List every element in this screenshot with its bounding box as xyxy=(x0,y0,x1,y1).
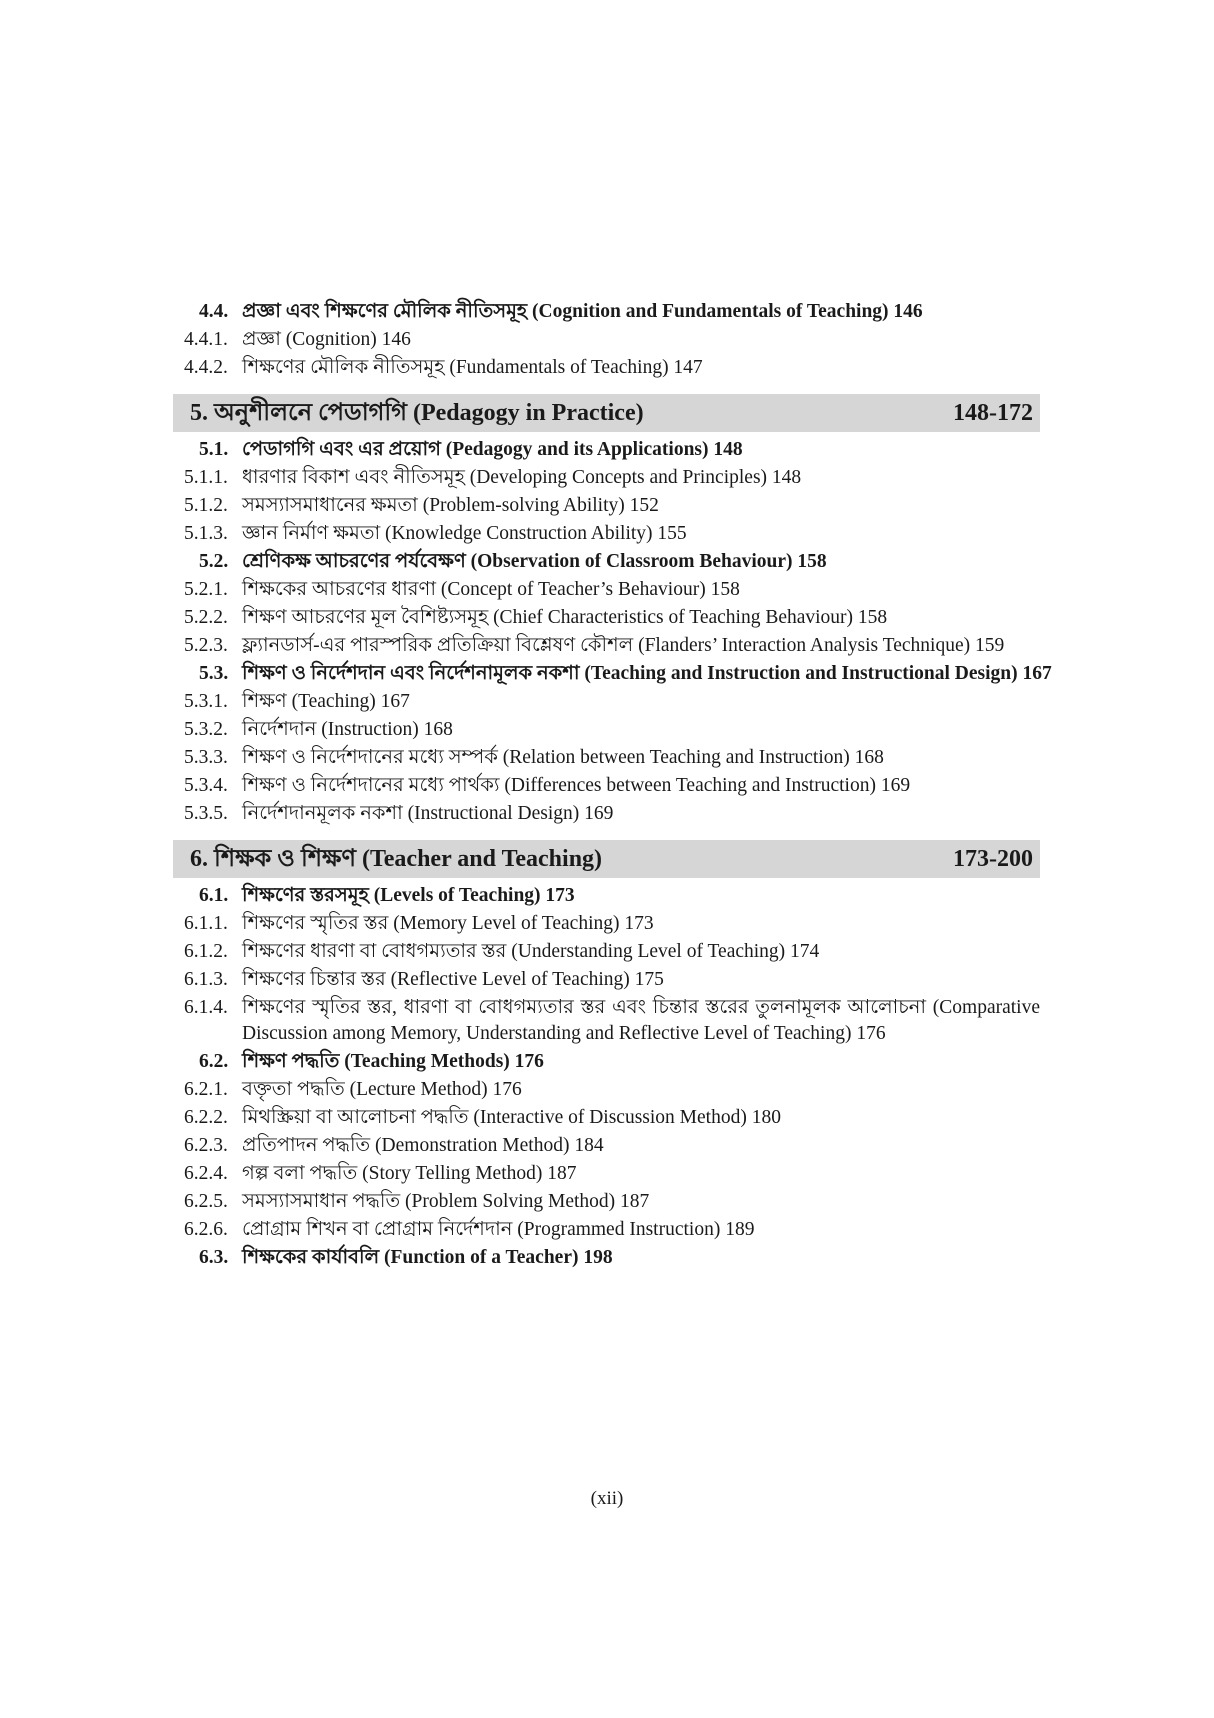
entry-number: 6.2.1. xyxy=(184,1079,228,1100)
entry-number: 5.3.4. xyxy=(184,775,228,796)
entry-text: শিক্ষণ (Teaching) 167 xyxy=(242,691,410,712)
entry-text: শিক্ষকের কার্যাবলি (Function of a Teacher) 198 xyxy=(242,1247,613,1268)
entry-text: শিক্ষণ পদ্ধতি (Teaching Methods) 176 xyxy=(242,1051,544,1072)
toc-section-4-4 xyxy=(199,300,923,324)
toc-subsection-6-1-2 xyxy=(184,940,819,964)
entry-text: শিক্ষণ ও নির্দেশদান এবং নির্দেশনামূলক নকশা (Teaching and Instruction and Instructional Design) 167 xyxy=(242,663,1052,684)
entry-number: 5.2. xyxy=(199,551,229,572)
entry-number: 6.1.3. xyxy=(184,969,228,990)
toc-subsection-5-3-4 xyxy=(184,774,910,798)
entry-number: 5.2.2. xyxy=(184,607,228,628)
toc-subsection-5-1-1 xyxy=(184,466,801,490)
entry-text: ফ্ল্যানডার্স-এর পারস্পরিক প্রতিক্রিয়া বিশ্লেষণ কৌশল (Flanders’ Interaction Analysis Technique) 159 xyxy=(242,635,1005,656)
entry-text: শিক্ষণ ও নির্দেশদানের মধ্যে পার্থক্য (Differences between Teaching and Instruction) 169 xyxy=(242,775,911,796)
entry-text: প্রজ্ঞা (Cognition) 146 xyxy=(242,329,411,350)
entry-text: নির্দেশদানমূলক নকশা (Instructional Design) 169 xyxy=(242,803,614,824)
entry-number: 4.4. xyxy=(199,301,229,322)
entry-text: শিক্ষণের মৌলিক নীতিসমূহ (Fundamentals of Teaching) 147 xyxy=(242,357,703,378)
chapter-title xyxy=(190,844,602,874)
entry-number: 5.1.3. xyxy=(184,523,228,544)
entry-text: শিক্ষকের আচরণের ধারণা (Concept of Teacher’s Behaviour) 158 xyxy=(242,579,740,600)
chapter-number: 6. xyxy=(190,846,208,872)
toc-subsection-5-3-3 xyxy=(184,746,884,770)
toc-subsection-5-1-3 xyxy=(184,522,687,546)
toc-subsection-6-2-2 xyxy=(184,1106,781,1130)
entry-number: 5.3.5. xyxy=(184,803,228,824)
toc-subsection-4-4-2 xyxy=(184,356,703,380)
entry-number: 6.2.4. xyxy=(184,1163,228,1184)
entry-number: 6.1. xyxy=(199,885,229,906)
entry-text: নির্দেশদান (Instruction) 168 xyxy=(242,719,453,740)
toc-subsection-5-2-2 xyxy=(184,606,887,630)
entry-number: 6.1.1. xyxy=(184,913,228,934)
toc-subsection-6-2-5 xyxy=(184,1190,649,1214)
entry-text: ধারণার বিকাশ এবং নীতিসমূহ (Developing Concepts and Principles) 148 xyxy=(242,467,802,488)
entry-text: শিক্ষণের ধারণা বা বোধগম্যতার স্তর (Understanding Level of Teaching) 174 xyxy=(242,941,820,962)
entry-text: শিক্ষণের স্মৃতির স্তর, ধারণা বা বোধগম্যতার স্তর এবং চিন্তার স্তরের তুলনামূলক আলোচনা (Comparative Discussion among Memory, Understanding and Reflective Level of Teaching) 176 xyxy=(242,997,1040,1044)
entry-number: 6.2. xyxy=(199,1051,229,1072)
chapter-number: 5. xyxy=(190,400,208,426)
toc-subsection-5-3-1 xyxy=(184,690,410,714)
entry-text: প্রজ্ঞা এবং শিক্ষণের মৌলিক নীতিসমূহ (Cognition and Fundamentals of Teaching) 146 xyxy=(242,301,923,322)
entry-text: গল্প বলা পদ্ধতি (Story Telling Method) 187 xyxy=(242,1163,577,1184)
entry-number: 5.3. xyxy=(199,663,229,684)
chapter-title-text: অনুশীলনে পেডাগগি (Pedagogy in Practice) xyxy=(214,400,644,426)
chapter-6-header xyxy=(173,840,1040,878)
entry-number: 5.3.2. xyxy=(184,719,228,740)
entry-text: প্রোগ্রাম শিখন বা প্রোগ্রাম নির্দেশদান (Programmed Instruction) 189 xyxy=(242,1219,755,1240)
entry-text: শ্রেণিকক্ষ আচরণের পর্যবেক্ষণ (Observation of Classroom Behaviour) 158 xyxy=(242,551,827,572)
toc-subsection-4-4-1 xyxy=(184,328,411,352)
toc-subsection-5-3-5 xyxy=(184,802,613,826)
entry-text: বক্তৃতা পদ্ধতি (Lecture Method) 176 xyxy=(242,1079,522,1100)
entry-number: 4.4.2. xyxy=(184,357,228,378)
toc-subsection-6-1-4 xyxy=(184,995,1040,1047)
entry-number: 5.2.1. xyxy=(184,579,228,600)
chapter-page-range: 148-172 xyxy=(953,400,1033,426)
chapter-5-header xyxy=(173,394,1040,432)
toc-subsection-6-2-6 xyxy=(184,1218,754,1242)
entry-text: পেডাগগি এবং এর প্রয়োগ (Pedagogy and its Applications) 148 xyxy=(242,439,743,460)
entry-number: 6.3. xyxy=(199,1247,229,1268)
entry-text: শিক্ষণের স্মৃতির স্তর (Memory Level of Teaching) 173 xyxy=(242,913,654,934)
entry-number: 5.1.2. xyxy=(184,495,228,516)
entry-number: 6.2.2. xyxy=(184,1107,228,1128)
toc-section-5-2 xyxy=(199,550,827,574)
toc-section-6-3 xyxy=(199,1246,613,1270)
entry-number: 4.4.1. xyxy=(184,329,228,350)
toc-subsection-6-1-3 xyxy=(184,968,664,992)
entry-number: 5.2.3. xyxy=(184,635,228,656)
entry-number: 5.1.1. xyxy=(184,467,228,488)
entry-text: মিথস্ক্রিয়া বা আলোচনা পদ্ধতি (Interactive of Discussion Method) 180 xyxy=(242,1107,781,1128)
page-number: (xii) xyxy=(590,1488,624,1509)
entry-text: সমস্যাসমাধানের ক্ষমতা (Problem-solving Ability) 152 xyxy=(242,495,659,516)
toc-subsection-6-2-3 xyxy=(184,1134,604,1158)
entry-text: শিক্ষণের চিন্তার স্তর (Reflective Level of Teaching) 175 xyxy=(242,969,664,990)
toc-subsection-6-2-1 xyxy=(184,1078,522,1102)
entry-number: 6.1.2. xyxy=(184,941,228,962)
entry-text: শিক্ষণ আচরণের মূল বৈশিষ্ট্যসমূহ (Chief Characteristics of Teaching Behaviour) 158 xyxy=(242,607,888,628)
chapter-page-range: 173-200 xyxy=(953,846,1033,872)
toc-section-6-1 xyxy=(199,884,575,908)
toc-subsection-5-3-2 xyxy=(184,718,453,742)
entry-number: 5.1. xyxy=(199,439,229,460)
chapter-title xyxy=(190,398,644,428)
toc-section-5-1 xyxy=(199,438,743,462)
entry-text: শিক্ষণ ও নির্দেশদানের মধ্যে সম্পর্ক (Relation between Teaching and Instruction) 168 xyxy=(242,747,884,768)
entry-text: শিক্ষণের স্তরসমূহ (Levels of Teaching) 173 xyxy=(242,885,575,906)
toc-subsection-5-2-3 xyxy=(184,634,1004,658)
toc-section-6-2 xyxy=(199,1050,544,1074)
entry-text: প্রতিপাদন পদ্ধতি (Demonstration Method) 184 xyxy=(242,1135,604,1156)
entry-number: 5.3.3. xyxy=(184,747,228,768)
entry-number: 6.2.3. xyxy=(184,1135,228,1156)
toc-subsection-5-2-1 xyxy=(184,578,740,602)
entry-text: সমস্যাসমাধান পদ্ধতি (Problem Solving Method) 187 xyxy=(242,1191,650,1212)
toc-subsection-5-1-2 xyxy=(184,494,659,518)
toc-section-5-3 xyxy=(199,662,1052,686)
toc-subsection-6-2-4 xyxy=(184,1162,577,1186)
entry-number: 6.1.4. xyxy=(184,997,228,1018)
entry-text: জ্ঞান নির্মাণ ক্ষমতা (Knowledge Construction Ability) 155 xyxy=(242,523,687,544)
entry-number: 5.3.1. xyxy=(184,691,228,712)
toc-subsection-6-1-1 xyxy=(184,912,654,936)
entry-number: 6.2.6. xyxy=(184,1219,228,1240)
entry-number: 6.2.5. xyxy=(184,1191,228,1212)
chapter-title-text: শিক্ষক ও শিক্ষণ (Teacher and Teaching) xyxy=(214,846,603,872)
